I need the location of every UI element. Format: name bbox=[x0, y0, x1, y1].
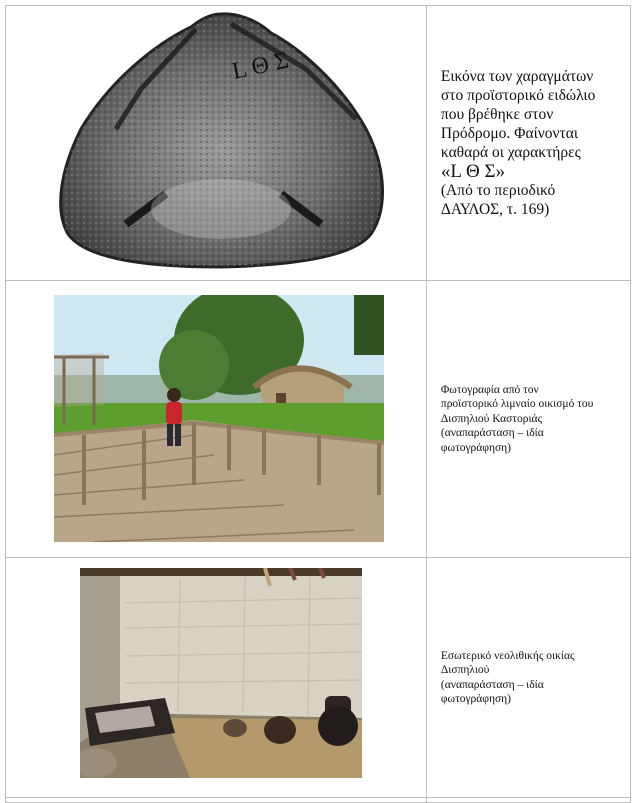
caption-line: στο προϊστορικό ειδώλιο bbox=[440, 87, 596, 104]
table-row bbox=[6, 6, 631, 281]
caption-cell bbox=[426, 6, 630, 281]
table-row-empty bbox=[6, 798, 631, 803]
caption-interior bbox=[441, 649, 630, 707]
caption-cell-empty bbox=[426, 798, 630, 803]
caption-line: Δισπηλιού bbox=[440, 664, 490, 676]
document-table bbox=[5, 5, 631, 803]
caption-line: (αναπαράσταση – ιδία bbox=[440, 427, 544, 440]
caption-idol bbox=[441, 67, 630, 219]
caption-settlement bbox=[441, 383, 630, 456]
image-cell bbox=[6, 558, 427, 798]
caption-line-letters: «L Θ Σ» bbox=[440, 161, 506, 182]
caption-line: ΔΑΥΛΟΣ, τ. 169) bbox=[440, 201, 550, 218]
table-row bbox=[6, 558, 631, 798]
table-row bbox=[6, 281, 631, 558]
caption-line: (Από το περιοδικό bbox=[440, 182, 556, 199]
image-cell bbox=[6, 6, 427, 281]
caption-line: φωτογράφηση) bbox=[440, 693, 512, 705]
caption-cell bbox=[426, 558, 630, 798]
caption-cell bbox=[426, 281, 630, 558]
caption-line: (αναπαράσταση – ιδία bbox=[440, 678, 544, 691]
caption-line: προϊστορικό λιμναίο οικισμό του bbox=[440, 398, 594, 411]
lake-settlement-photo bbox=[54, 295, 384, 542]
caption-line: φωτογράφηση) bbox=[440, 441, 512, 454]
image-cell-empty bbox=[6, 798, 427, 803]
caption-line: καθαρά οι χαρακτήρες bbox=[440, 144, 581, 161]
idol-engraving-image bbox=[56, 9, 386, 271]
caption-line: Φωτογραφία από τον bbox=[440, 383, 539, 396]
caption-line: Δισπηλιού Καστοριάς bbox=[440, 412, 543, 425]
caption-line: που βρέθηκε στον bbox=[440, 106, 554, 123]
caption-line: Εικόνα των χαραγμάτων bbox=[440, 68, 594, 85]
caption-line: Πρόδρομο. Φαίνονται bbox=[440, 125, 579, 142]
inscription-glyphs: L Θ Σ bbox=[229, 47, 292, 85]
caption-line: Εσωτερικό νεολιθικής οικίας bbox=[440, 649, 575, 662]
house-interior-photo bbox=[80, 568, 362, 778]
image-cell bbox=[6, 281, 427, 558]
